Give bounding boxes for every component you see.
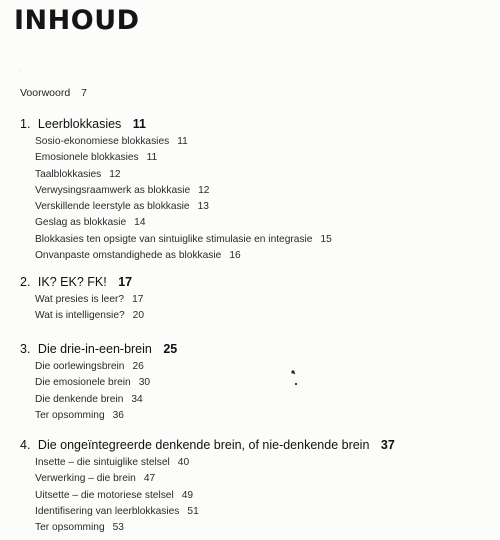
- entry-page: 53: [112, 522, 124, 534]
- list-item: [35, 232, 332, 248]
- chapter-number: 2.: [20, 275, 31, 289]
- entry-page: 36: [112, 409, 124, 421]
- entry-page: 47: [143, 473, 156, 485]
- chapter-page: 37: [380, 438, 395, 452]
- chapter-title: Leerblokkasies: [37, 117, 122, 131]
- entry-label: Emosionele blokkasies: [35, 152, 139, 164]
- entry-page: 16: [229, 250, 241, 262]
- chapter-entries: [35, 292, 144, 325]
- entry-page: 12: [198, 184, 210, 196]
- list-item: [35, 150, 332, 166]
- list-item: [35, 308, 144, 324]
- entry-label: Blokkasies ten opsigte van sintuiglike stimulasie en integrasie: [35, 233, 313, 245]
- entry-label: Insette – die sintuiglike stelsel: [35, 457, 170, 468]
- entry-label: Identifisering van leerblokkasies: [35, 505, 180, 517]
- chapter-number: 4.: [20, 438, 31, 452]
- chapter-entries: [35, 455, 199, 536]
- entry-page: 11: [177, 136, 188, 147]
- list-item: [35, 520, 199, 536]
- entry-page: 15: [320, 233, 332, 245]
- entry-page: 34: [131, 393, 143, 405]
- chapter-heading: [20, 437, 395, 453]
- chapter-heading: [20, 341, 177, 357]
- entry-page: 7: [81, 87, 87, 99]
- entry-page: 11: [146, 152, 158, 164]
- chapter-page: 11: [132, 117, 147, 131]
- list-item: [35, 167, 332, 183]
- entry-label: Geslag as blokkasie: [35, 217, 127, 229]
- chapter-title: Die drie-in-een-brein: [37, 342, 152, 356]
- list-item: [35, 408, 150, 424]
- list-item: [35, 183, 332, 199]
- entry-page: 40: [177, 457, 190, 468]
- print-speck: ·: [20, 68, 22, 74]
- entry-label: Ter opsomming: [35, 409, 105, 421]
- entry-label: Die denkende brein: [35, 393, 124, 405]
- chapter-title: IK? EK? FK!: [37, 275, 107, 289]
- list-item: [35, 199, 332, 215]
- entry-label: Die emosionele brein: [35, 377, 131, 389]
- list-item: [35, 134, 332, 150]
- print-marks: [288, 369, 302, 389]
- chapter-heading: [20, 116, 146, 132]
- list-item: [35, 392, 150, 408]
- chapter-page: 25: [163, 342, 178, 356]
- entry-label: Die oorlewingsbrein: [35, 361, 125, 372]
- foreword-entry: [20, 86, 87, 100]
- entry-page: 20: [132, 310, 144, 322]
- entry-page: 26: [132, 361, 144, 372]
- entry-label: Onvanpaste omstandighede as blokkasie: [35, 250, 222, 262]
- list-item: [35, 248, 332, 264]
- chapter-number: 1.: [20, 117, 31, 131]
- entry-label: Uitsette – die motoriese stelsel: [35, 489, 174, 501]
- chapter-title: Die ongeïntegreerde denkende brein, of nie-denkende brein: [37, 438, 370, 452]
- chapter-page: 17: [118, 275, 133, 289]
- page-title: INHOUD: [14, 5, 140, 36]
- entry-label: Sosio-ekonomiese blokkasies: [35, 136, 170, 147]
- list-item: [35, 375, 150, 391]
- entry-page: 51: [187, 505, 199, 517]
- entry-label: Verskillende leerstyle as blokkasie: [35, 201, 190, 213]
- list-item: [35, 471, 199, 487]
- entry-label: Taalblokkasies: [35, 168, 102, 180]
- entry-page: 13: [197, 201, 209, 213]
- entry-page: 17: [132, 294, 144, 305]
- entry-page: 14: [134, 217, 146, 229]
- chapter-number: 3.: [20, 342, 31, 356]
- list-item: [35, 488, 199, 504]
- list-item: [35, 292, 144, 308]
- entry-page: 12: [109, 168, 121, 180]
- chapter-entries: [35, 134, 332, 264]
- entry-label: Verwysingsraamwerk as blokkasie: [35, 184, 191, 196]
- entry-label: Voorwoord: [20, 87, 71, 99]
- entry-page: 30: [138, 377, 151, 389]
- entry-label: Verwerking – die brein: [35, 473, 136, 485]
- list-item: [35, 359, 150, 375]
- entry-page: 49: [181, 489, 194, 501]
- list-item: [35, 455, 199, 471]
- chapter-heading: [20, 274, 132, 290]
- chapter-entries: [35, 359, 150, 424]
- entry-label: Wat presies is leer?: [35, 294, 125, 305]
- entry-label: Wat is intelligensie?: [35, 310, 125, 322]
- list-item: [35, 215, 332, 231]
- list-item: [35, 504, 199, 520]
- entry-label: Ter opsomming: [35, 522, 105, 534]
